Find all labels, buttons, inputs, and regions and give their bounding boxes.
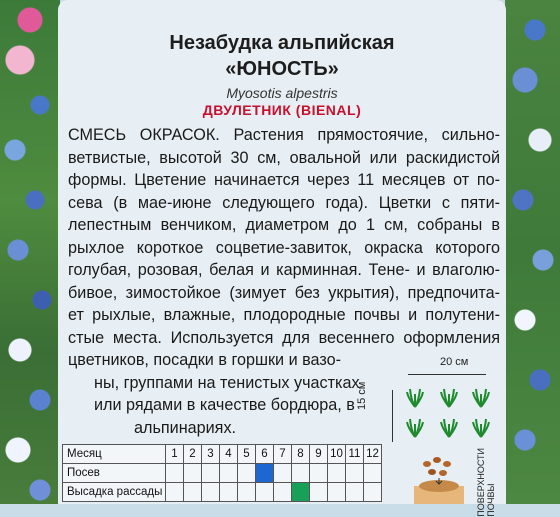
seedling-icon [404, 416, 426, 438]
table-row [63, 445, 382, 464]
calendar-cell [166, 483, 184, 502]
calendar-cell [220, 464, 238, 483]
calendar-cell [328, 483, 346, 502]
table-row [63, 464, 382, 483]
description-line: или рядами в качестве бордюра, в [94, 396, 355, 414]
flower-border-left [0, 0, 60, 504]
table-row [63, 483, 382, 502]
seedling-icon [438, 386, 460, 408]
description-line: ны, группами на тенистых участках [94, 373, 360, 392]
description-line: ет рыхлые, влажные, плодородные почвы и полутени- [68, 306, 500, 324]
month-cell: 12 [364, 445, 382, 464]
description-line: лепестным венчиком, диаметром до 1 см, собраны в [68, 216, 500, 234]
description-line: стые места. Используется для весеннего оформления [68, 328, 500, 347]
calendar-cell [256, 483, 274, 502]
seedling-icon [470, 416, 492, 438]
row-label: Высадка рассады [63, 483, 166, 502]
row-label: Месяц [63, 445, 166, 464]
calendar-cell [184, 483, 202, 502]
calendar-cell [166, 464, 184, 483]
seedling-icon [438, 416, 460, 438]
latin-name: Myosotis alpestris [226, 85, 338, 101]
description-line: голубая, розовая, белая и карминная. Тене- и влаголю- [68, 261, 500, 279]
month-cell: 7 [274, 445, 292, 464]
variety-name: «ЮНОСТЬ» [225, 58, 339, 80]
month-cell: 1 [166, 445, 184, 464]
calendar-cell [364, 483, 382, 502]
description [68, 124, 500, 439]
description-line: ветвистые, высотой 30 см, овальной или раскидистой [68, 148, 500, 167]
soil-surface-label: ПОВЕРХНОСТИ ПОЧВЫ [476, 448, 496, 517]
seed-pile-icon [412, 452, 466, 504]
spacing-label: 20 см [440, 356, 469, 368]
sowing-calendar [62, 444, 382, 502]
month-cell: 11 [346, 445, 364, 464]
height-label: 15 см [356, 381, 368, 410]
calendar-cell [220, 483, 238, 502]
seedling-icon [404, 386, 426, 408]
calendar-cell [184, 464, 202, 483]
height-dimension-line [392, 390, 393, 442]
month-cell: 6 [256, 445, 274, 464]
product-title: Незабудка альпийская [169, 32, 395, 54]
month-cell: 3 [202, 445, 220, 464]
month-cell: 5 [238, 445, 256, 464]
description-line: цветников, посадки в горшки и вазо- [68, 351, 342, 369]
lifecycle-label: ДВУЛЕТНИК (BIENAL) [202, 102, 362, 118]
description-line: бивое, зимостойкое (зимует без укрытия), предпочита- [68, 283, 500, 302]
calendar-cell [238, 483, 256, 502]
calendar-cell [346, 464, 364, 483]
calendar-cell [310, 464, 328, 483]
transplant-period-cell [292, 483, 310, 502]
month-cell: 9 [310, 445, 328, 464]
calendar-cell [238, 464, 256, 483]
calendar-cell [346, 483, 364, 502]
month-cell: 8 [292, 445, 310, 464]
calendar-cell [274, 483, 292, 502]
description-line: рыхлое короткое соцветие-завиток, окраска которого [68, 238, 500, 257]
row-label: Посев [63, 464, 166, 483]
month-cell: 2 [184, 445, 202, 464]
month-cell: 4 [220, 445, 238, 464]
month-cell: 10 [328, 445, 346, 464]
flower-border-right [505, 0, 560, 504]
description-line: альпинариях. [134, 418, 237, 437]
description-line: сева (в мае-июне следующего года). Цветки с пяти- [68, 193, 500, 212]
calendar-cell [202, 483, 220, 502]
description-line: формы. Цветение начинается через 11 месяцев от по- [68, 171, 500, 189]
description-line: СМЕСЬ ОКРАСОК. Растения прямостоячие, сильно- [68, 126, 500, 144]
sowing-period-cell [256, 464, 274, 483]
spacing-dimension-line [408, 374, 486, 375]
calendar-cell [310, 483, 328, 502]
calendar-cell [328, 464, 346, 483]
calendar-cell [274, 464, 292, 483]
calendar-cell [292, 464, 310, 483]
calendar-cell [202, 464, 220, 483]
seedling-icon [470, 386, 492, 408]
calendar-cell [364, 464, 382, 483]
